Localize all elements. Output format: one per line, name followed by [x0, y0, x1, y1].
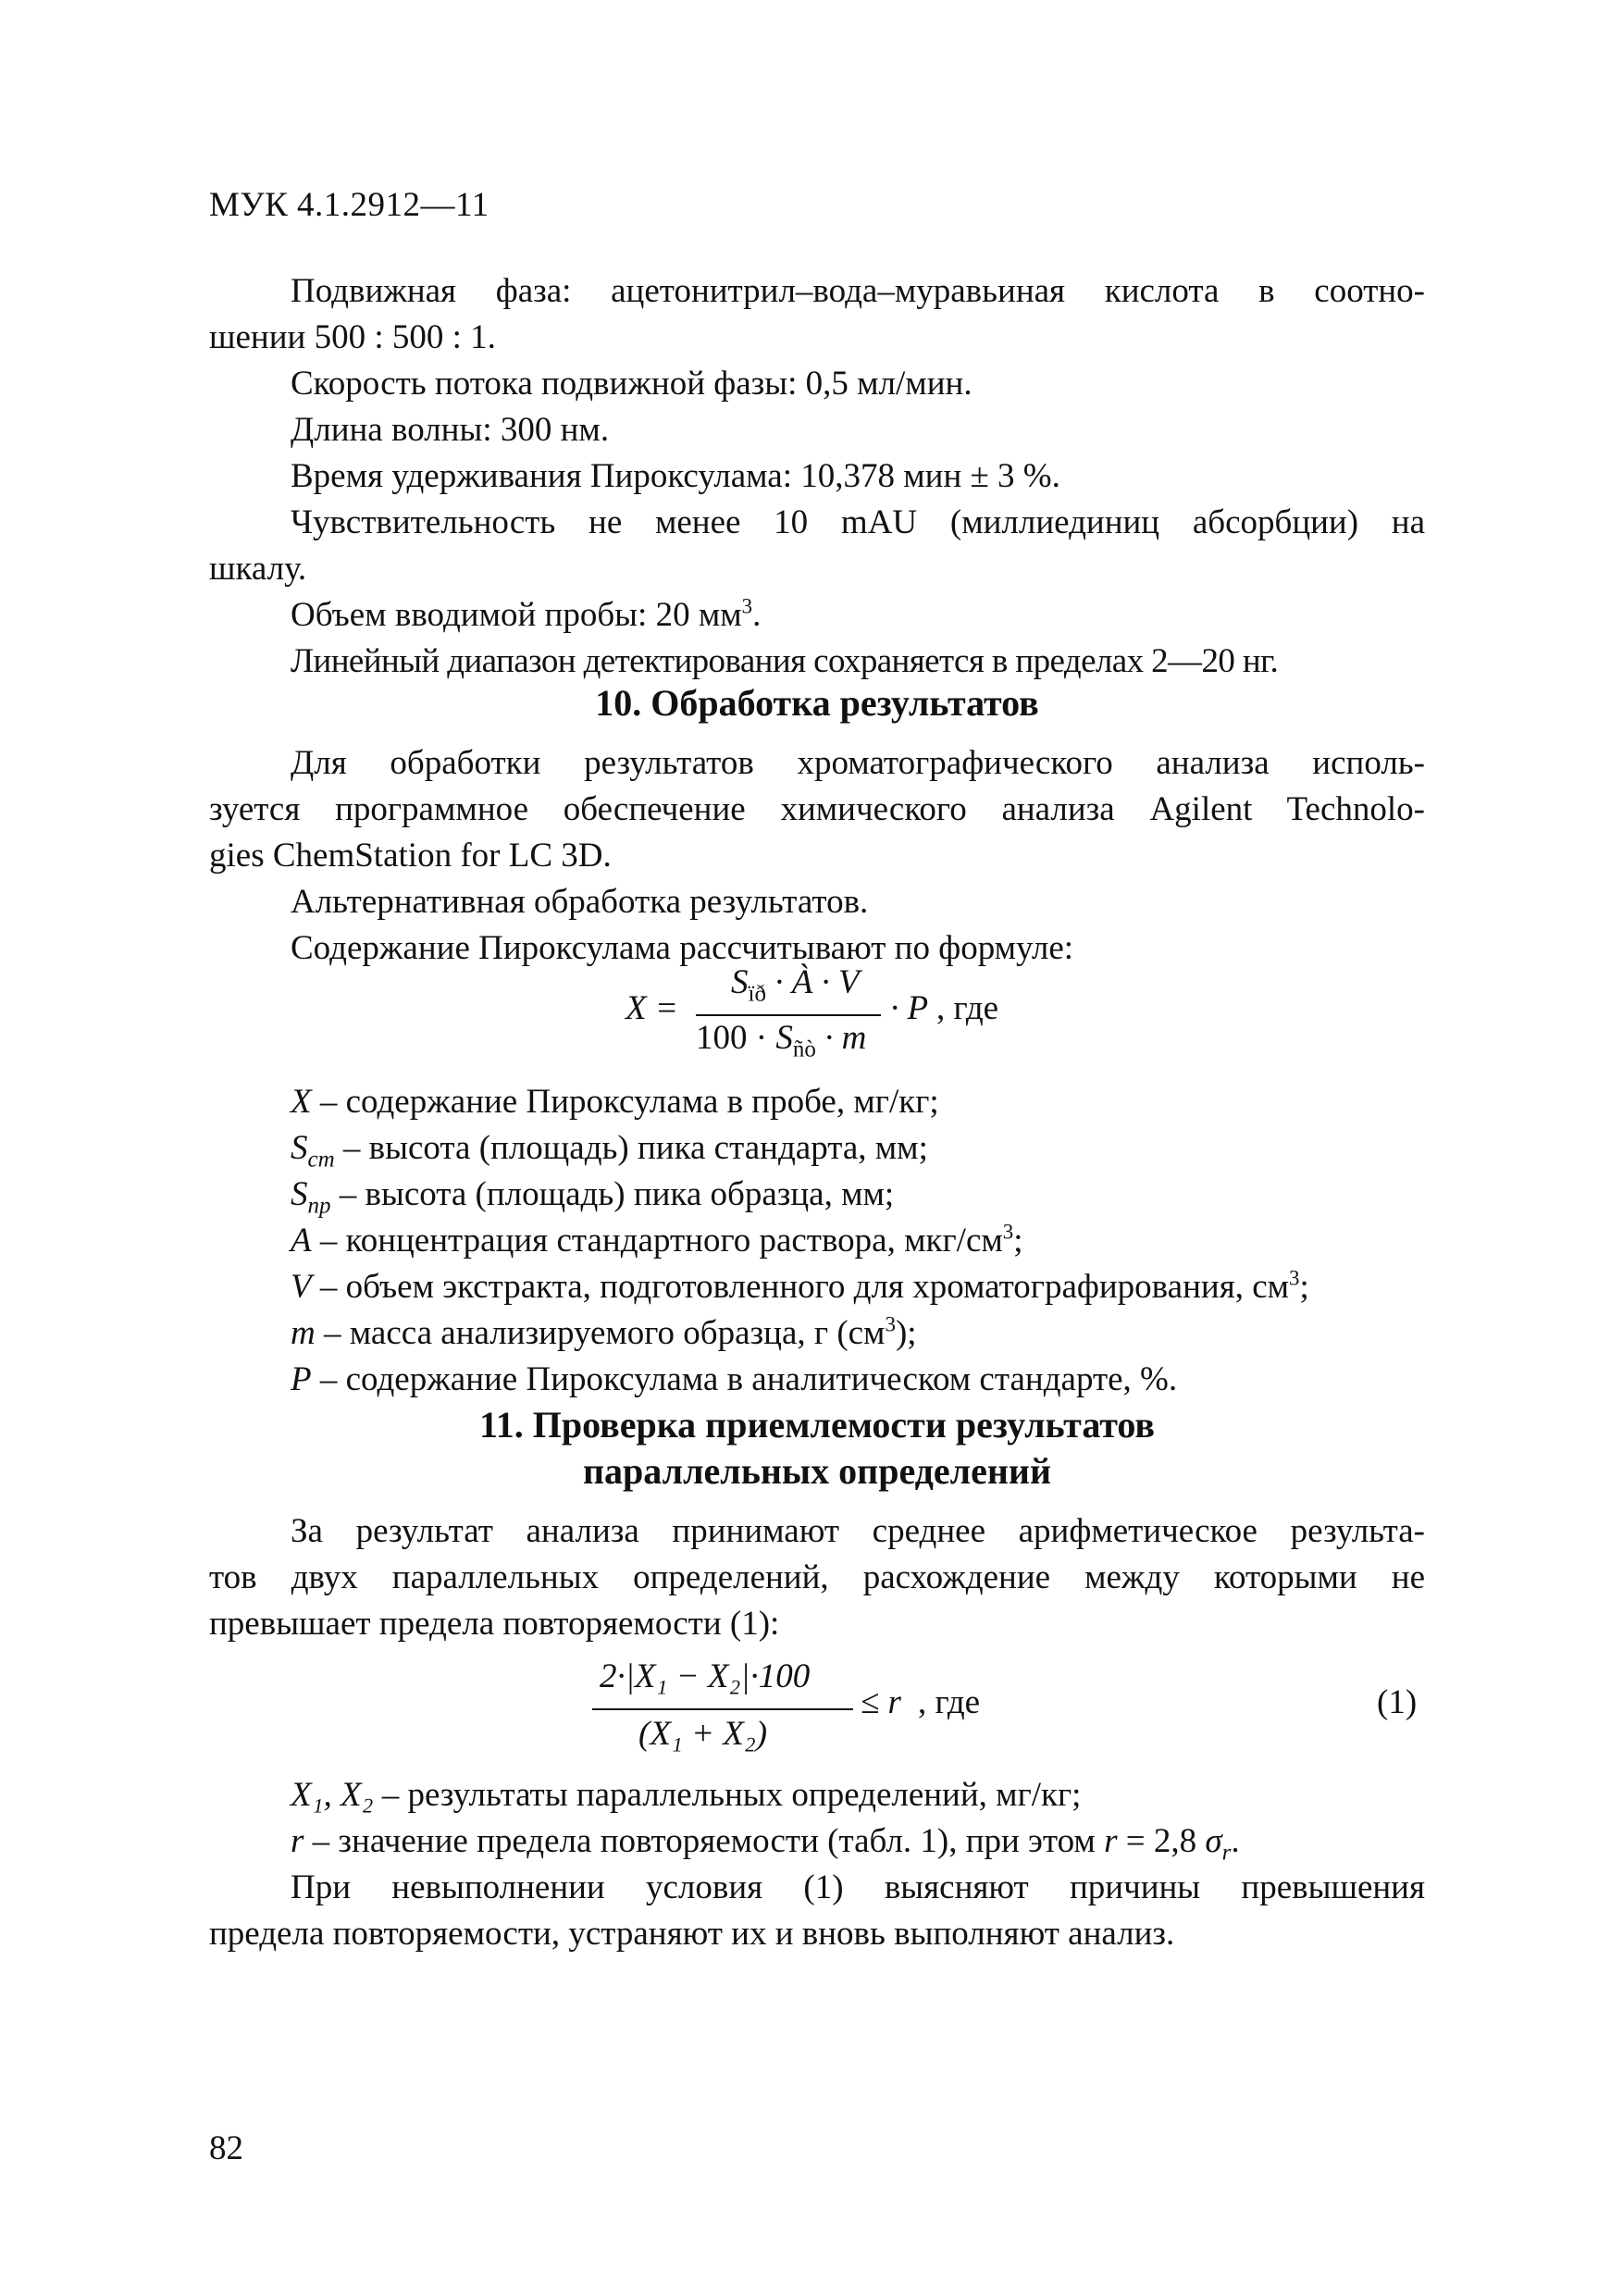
equation-number: (1): [1377, 1683, 1418, 1721]
section-11-para1-l1: За результат анализа принимают среднее арифметическое результа-: [291, 1512, 1425, 1550]
section-11-title-line-2: параллельных определений: [583, 1450, 1051, 1492]
formula-tail: · P: [890, 989, 929, 1027]
formula-denominator: $100 \cdot S_{ñò} \cdot m$: [696, 1019, 867, 1062]
injection-volume: Объем вводимой пробы: 20 $мм^3$.: [291, 594, 762, 634]
def-x: X – содержание Пироксулама в пробе, мг/кг;: [291, 1083, 939, 1121]
def-s-pr: $S_{np}$ – высота (площадь) пика образца, мм;: [291, 1175, 895, 1219]
wavelength: Длина волны: 300 нм.: [291, 411, 610, 449]
section-11-para1-l3: превышает предела повторяемости (1):: [209, 1605, 780, 1643]
repeat-formula-where: , где: [918, 1683, 981, 1721]
formula-numerator: $S_{ïð}$ · À · V: [731, 963, 860, 1007]
def-p: P – содержание Пироксулама в аналитическом стандарте, %.: [291, 1360, 1178, 1398]
repeat-formula-rhs: ≤ r: [861, 1683, 901, 1721]
mobile-phase-line: Подвижная фаза: ацетонитрил–вода–муравьиная кислота в соотно-: [291, 272, 1425, 310]
retention-time: Время удерживания Пироксулама: 10,378 мин ± 3 %.: [291, 457, 1060, 495]
page-number: 82: [209, 2129, 243, 2167]
repeat-formula-denominator: (X₁ + X₂): [638, 1715, 768, 1753]
def-x1-x2: X₁, X₂ – результаты параллельных определений, мг/кг;: [291, 1776, 1082, 1814]
section-10-para1-l1: Для обработки результатов хроматографического анализа исполь-: [291, 744, 1425, 782]
mobile-phase-line-2: шении 500 : 500 : 1.: [209, 318, 496, 356]
document-code: МУК 4.1.2912—11: [209, 186, 489, 224]
section-11-para2-l2: предела повторяемости, устраняют их и вновь выполняют анализ.: [209, 1915, 1175, 1953]
def-v: V – объем экстракта, подготовленного для хроматографирования, $см^3$;: [291, 1266, 1309, 1306]
sensitivity: Чувствительность не менее 10 mAU (миллиединиц абсорбции) на: [291, 503, 1425, 541]
sensitivity-line-2: шкалу.: [209, 550, 307, 588]
formula-lhs: X =: [626, 989, 678, 1027]
section-10-para3: Содержание Пироксулама рассчитывают по формуле:: [291, 929, 1074, 967]
def-m: m – масса анализируемого образца, г $(см^3)$;: [291, 1312, 917, 1352]
section-10-title: 10. Обработка результатов: [595, 682, 1039, 724]
section-10-para1-l2: зуется программное обеспечение химического анализа Agilent Technolo-: [209, 790, 1425, 828]
section-11-title-line-1: 11. Проверка приемлемости результатов: [478, 1404, 1156, 1446]
section-10-para1-l3: gies ChemStation for LC 3D.: [209, 837, 612, 875]
repeat-formula-numerator: 2·|X₁ − X₂|·100: [600, 1657, 811, 1695]
def-a: A – концентрация стандартного раствора, мкг/$см^3$;: [291, 1220, 1023, 1260]
section-11-defs: [209, 1772, 1425, 1957]
def-r: r – значение предела повторяемости (табл. 1), при этом r = 2,8 $\sigma_r$.: [291, 1822, 1240, 1866]
section-11-para1-l2: тов двух параллельных определений, расхождение между которыми не: [209, 1558, 1425, 1596]
formula-where: , где: [936, 989, 999, 1027]
repeat-formula-line: [592, 1708, 853, 1710]
section-11-para2-l1: При невыполнении условия (1) выясняют причины превышения: [291, 1868, 1425, 1906]
def-s-st: $S_{cm}$ – высота (площадь) пика стандарта, мм;: [291, 1129, 928, 1173]
linear-range: Линейный диапазон детектирования сохраняется в пределах 2—20 нг.: [291, 642, 1279, 680]
flow-rate: Скорость потока подвижной фазы: 0,5 мл/мин.: [291, 365, 973, 403]
section-10-para2: Альтернативная обработка результатов.: [291, 883, 869, 921]
